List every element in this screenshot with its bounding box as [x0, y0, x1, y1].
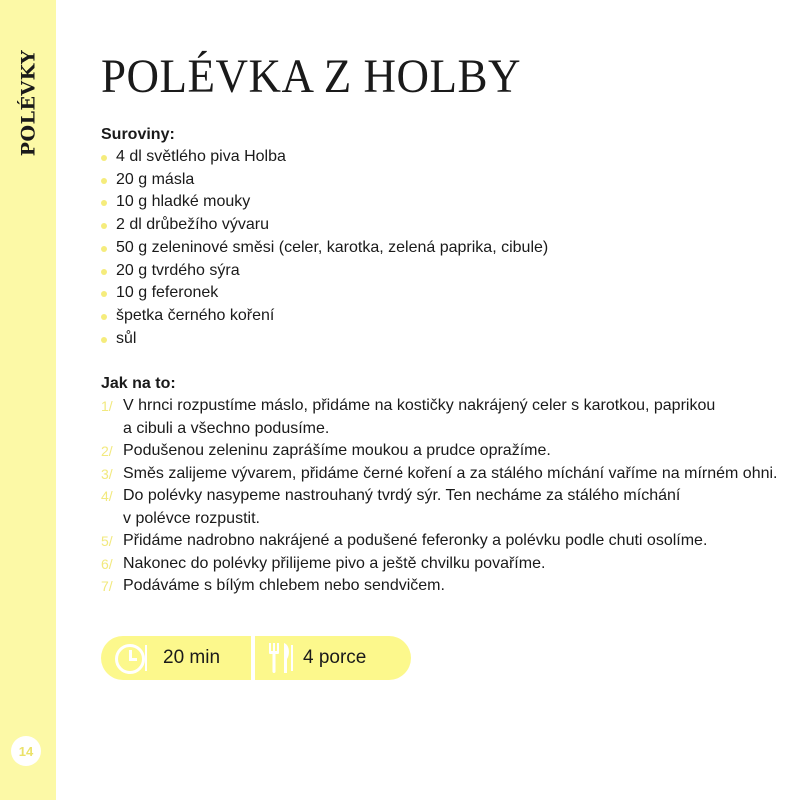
divider	[291, 645, 293, 671]
step-text-line: v polévce rozpustit.	[123, 509, 260, 527]
bullet-icon	[101, 223, 107, 229]
bullet-icon	[101, 314, 107, 320]
ingredient-item	[101, 260, 781, 283]
ingredient-text: špetka černého koření	[116, 306, 275, 324]
steps-list	[101, 395, 781, 598]
step-item	[101, 530, 781, 553]
step-text-line: a cibuli a všechno podusíme.	[123, 419, 330, 437]
step-item	[101, 485, 781, 530]
step-text-line: Podušenou zeleninu zaprášíme moukou a prudce opražíme.	[123, 442, 551, 459]
recipe-title: POLÉVKA Z HOLBY	[101, 50, 521, 103]
time-pill	[101, 636, 251, 680]
ingredient-item	[101, 169, 781, 192]
bullet-icon	[101, 178, 107, 184]
ingredients-list	[101, 146, 781, 350]
ingredient-text: 2 dl drůbežího vývaru	[116, 216, 269, 234]
servings-value: 4 porce	[303, 647, 367, 668]
info-bar	[101, 636, 411, 680]
method-heading: Jak na to:	[101, 375, 176, 392]
bullet-icon	[101, 246, 107, 252]
time-value: 20 min	[163, 647, 221, 668]
ingredient-item	[101, 237, 781, 260]
step-number: 5/	[101, 533, 113, 549]
step-text-line: Podáváme s bílým chlebem nebo sendvičem.	[123, 577, 445, 594]
ingredient-text: 4 dl světlého piva Holba	[116, 148, 286, 165]
ingredient-item	[101, 305, 781, 328]
step-item	[101, 553, 781, 576]
ingredient-text: 20 g másla	[116, 170, 195, 188]
ingredients-section	[101, 124, 781, 350]
divider	[145, 645, 147, 671]
ingredient-item	[101, 282, 781, 305]
step-text-line: Směs zalijeme vývarem, přidáme černé koření a za stálého míchání vaříme na mírném ohni.	[123, 464, 778, 482]
section-label: POLÉVKY	[17, 49, 39, 157]
bullet-icon	[101, 337, 107, 343]
ingredient-text: sůl	[116, 329, 137, 347]
step-item	[101, 463, 781, 486]
ingredient-item	[101, 146, 781, 169]
step-text-line: Přidáme nadrobno nakrájené a podušené feferonky a polévku podle chuti osolíme.	[123, 532, 708, 549]
cutlery-icon	[267, 643, 293, 673]
clock-icon	[115, 644, 145, 674]
method-section	[101, 373, 781, 598]
ingredient-item	[101, 214, 781, 237]
bullet-icon	[101, 291, 107, 297]
step-text-line: Do polévky nasypeme nastrouhaný tvrdý sýr. Ten necháme za stálého míchání	[123, 487, 681, 504]
servings-pill	[255, 636, 411, 680]
page-number-badge	[11, 736, 41, 766]
step-number: 7/	[101, 578, 113, 594]
ingredient-item	[101, 328, 781, 351]
step-number: 3/	[101, 465, 113, 482]
step-item	[101, 395, 781, 440]
page-number: 14	[18, 743, 34, 759]
step-number: 6/	[101, 555, 113, 572]
step-text-line: Nakonec do polévky přilijeme pivo a ještě chvilku povaříme.	[123, 554, 546, 572]
sidebar	[0, 0, 56, 800]
bullet-icon	[101, 155, 107, 161]
step-number: 1/	[101, 398, 113, 414]
ingredient-text: 10 g hladké mouky	[116, 193, 251, 211]
step-item	[101, 575, 781, 598]
step-number: 4/	[101, 488, 113, 504]
step-number: 2/	[101, 443, 113, 459]
bullet-icon	[101, 269, 107, 275]
ingredient-text: 10 g feferonek	[116, 284, 219, 302]
step-text-line: V hrnci rozpustíme máslo, přidáme na kostičky nakrájený celer s karotkou, paprikou	[123, 397, 716, 414]
ingredient-text: 20 g tvrdého sýra	[116, 261, 240, 279]
step-item	[101, 440, 781, 463]
ingredients-heading: Suroviny:	[101, 126, 175, 143]
section-tab	[14, 48, 42, 158]
bullet-icon	[101, 200, 107, 206]
ingredient-text: 50 g zeleninové směsi (celer, karotka, zelená paprika, cibule)	[116, 238, 549, 256]
ingredient-item	[101, 191, 781, 214]
